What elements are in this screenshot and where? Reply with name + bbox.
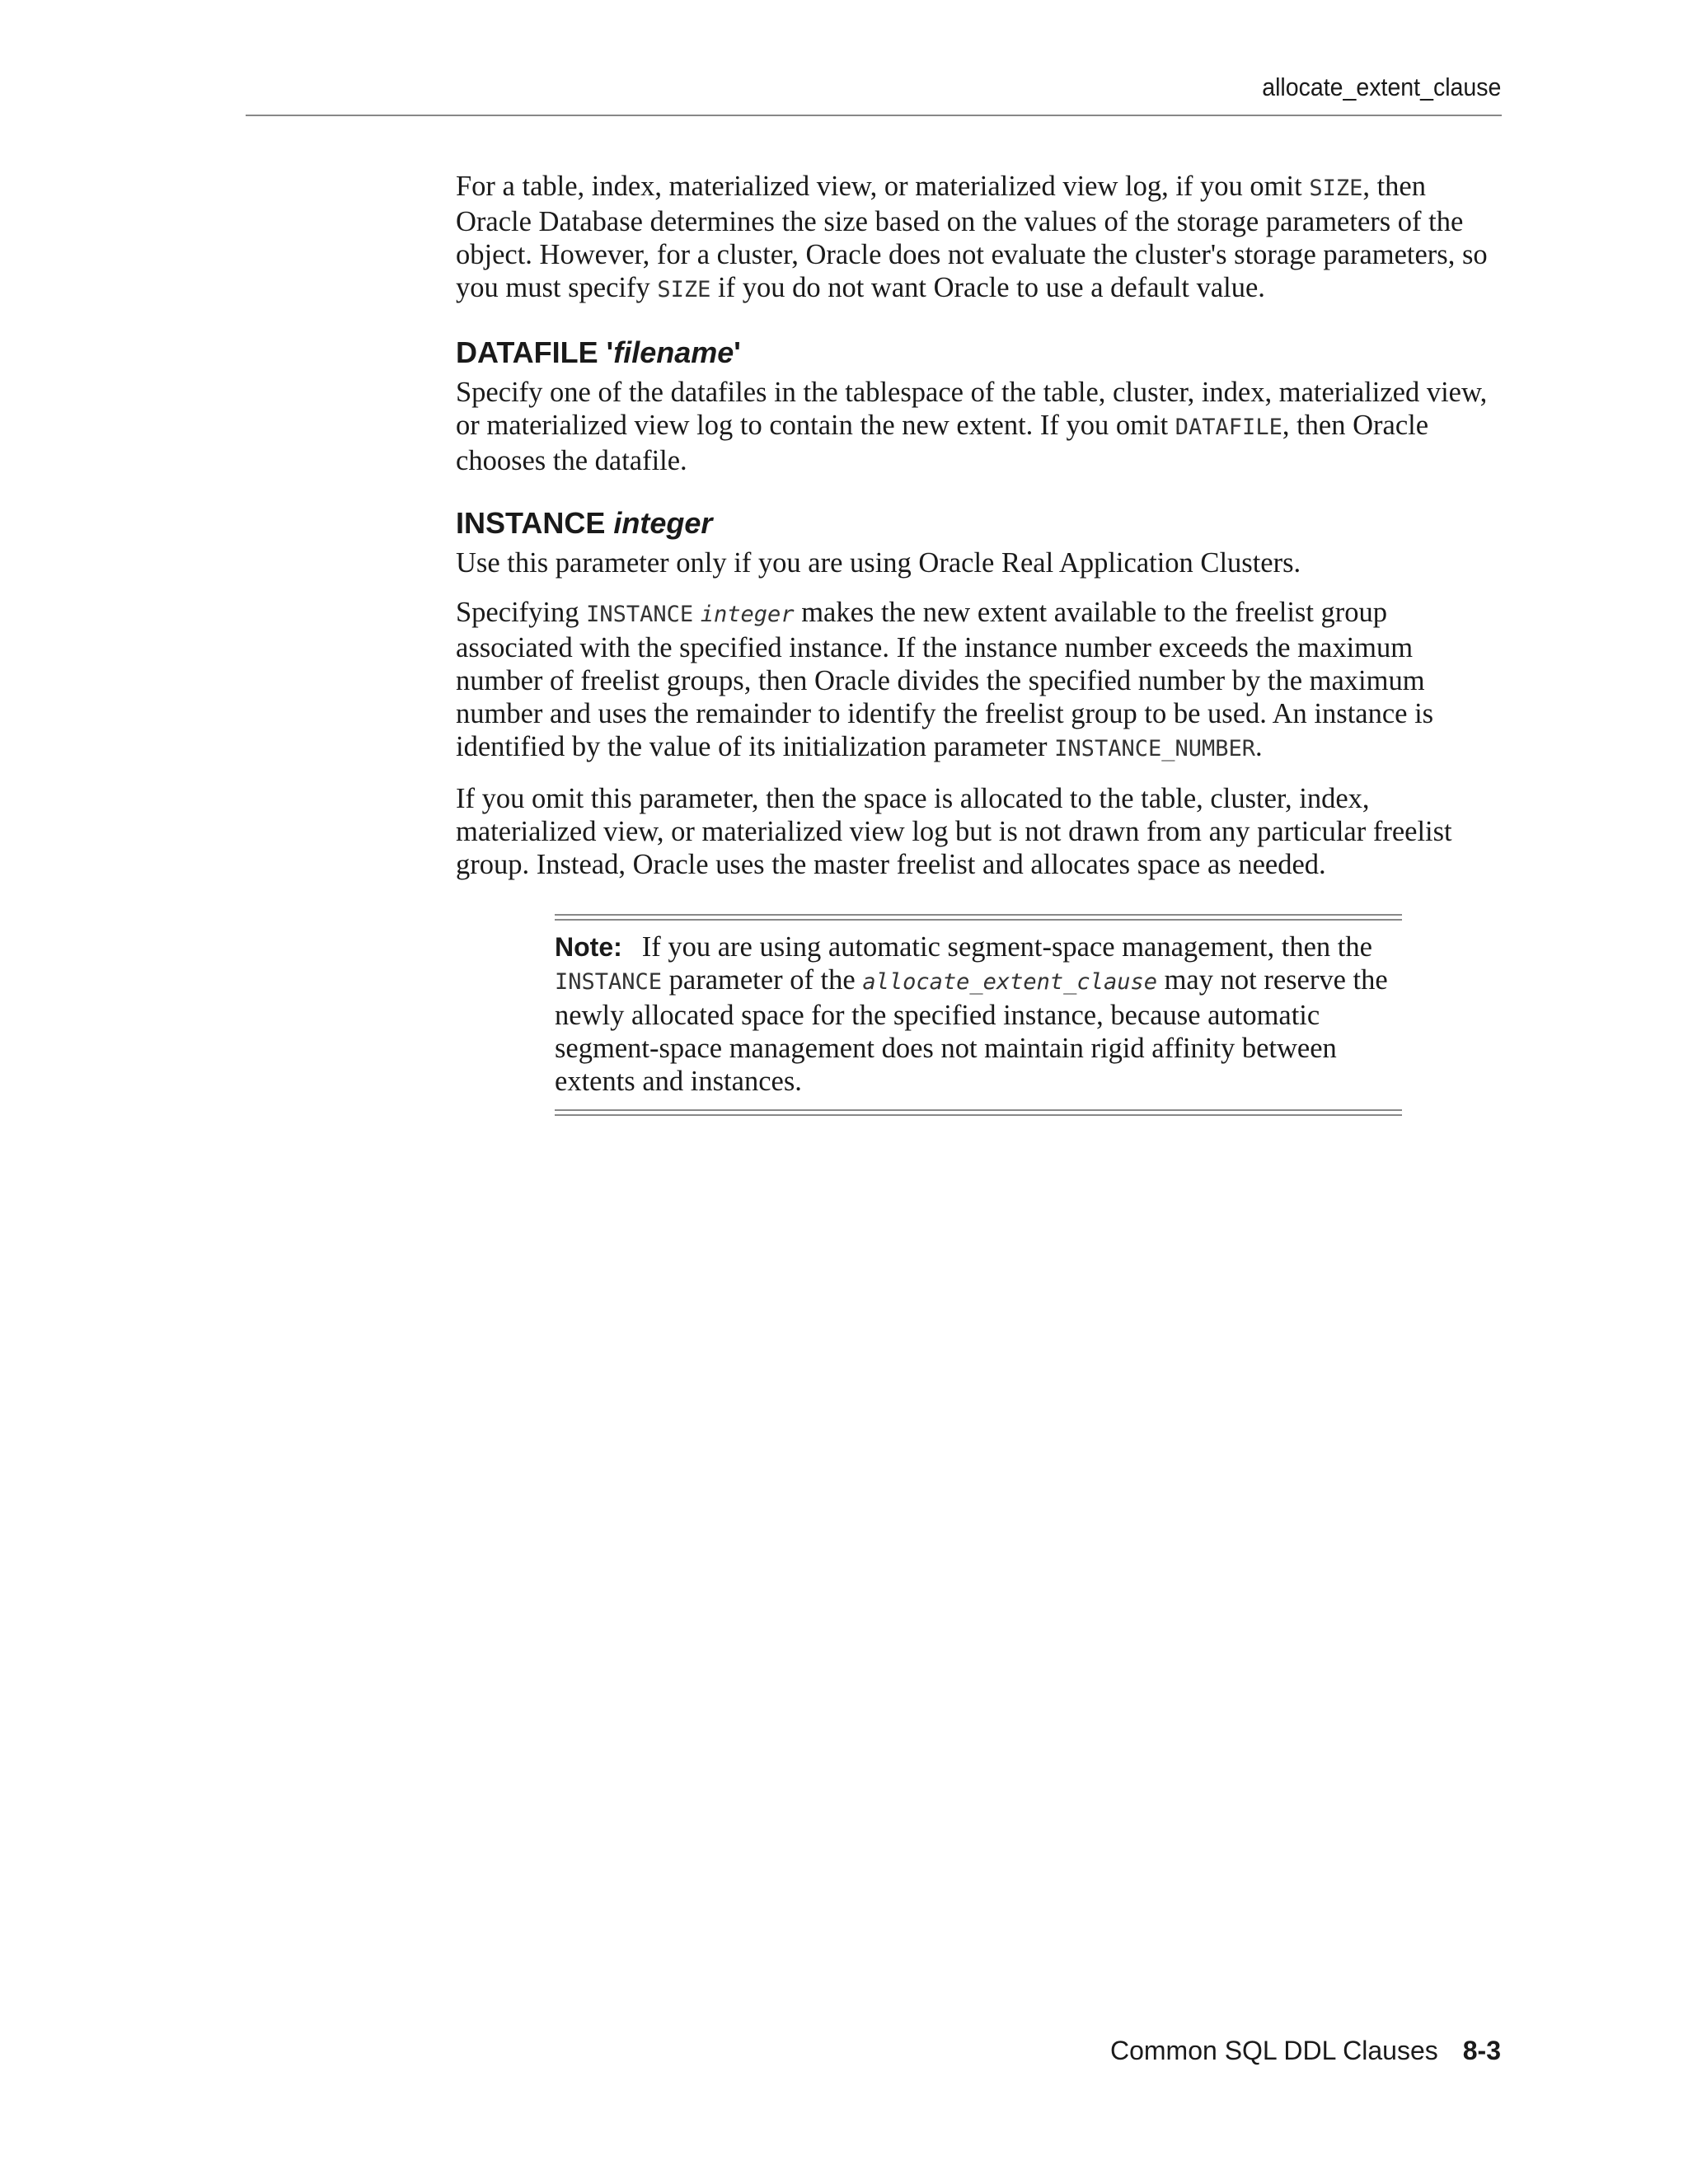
instance-heading — [456, 505, 1503, 541]
text: makes the new extent available to the freelist group associated with the specified instance. If the instance number exceeds the maximum number of freelist groups, then Oracle divides the specified number by the maximum number and uses the remainder to identify the freelist group to be used. An instance is identified by the value of its initialization parameter — [456, 597, 1434, 762]
text: may not reserve the newly allocated space for the specified instance, because automatic segment-space management does not maintain rigid affinity between extents and instances. — [555, 964, 1388, 1097]
text: if you do not want Oracle to use a default value. — [710, 272, 1265, 303]
text: , then Oracle Database determines the size based on the values of the storage parameters of the object. However, for a cluster, Oracle does not evaluate the cluster's storage parameters, so you must specify — [456, 171, 1488, 303]
code-instance: INSTANCE — [586, 602, 694, 627]
page-number: 8-3 — [1462, 2036, 1501, 2065]
instance-paragraph-3: If you omit this parameter, then the space is allocated to the table, cluster, index, materialized view, or materialized view log but is not drawn from any particular freelist group. Instead, Oracle uses the master freelist and allocates space as needed. — [456, 783, 1452, 880]
code-instance-number: INSTANCE_NUMBER — [1054, 736, 1256, 762]
text: For a table, index, materialized view, or materialized view log, if you omit — [456, 171, 1310, 202]
heading-param: integer — [613, 506, 713, 540]
code-allocate-extent-clause: allocate_extent_clause — [862, 969, 1157, 995]
heading-keyword: DATAFILE ' — [456, 335, 614, 369]
intro-paragraph — [456, 170, 1503, 307]
code-size: SIZE — [1309, 176, 1363, 201]
code-datafile: DATAFILE — [1175, 415, 1282, 440]
text: parameter of the — [662, 964, 863, 996]
note-label: Note: — [555, 932, 622, 962]
datafile-paragraph — [456, 376, 1503, 477]
text: , then Oracle chooses the datafile. — [456, 410, 1429, 476]
text: Specifying — [456, 597, 587, 628]
datafile-heading — [456, 335, 1503, 371]
heading-quote: ' — [734, 335, 741, 369]
code-integer: integer — [700, 602, 795, 627]
code-size: SIZE — [657, 277, 711, 302]
text: Specify one of the datafiles in the tablespace of the table, cluster, index, materialized view, or materialized view log to contain the new extent. If you omit — [456, 377, 1488, 441]
heading-param: filename — [613, 335, 734, 369]
heading-keyword: INSTANCE — [456, 506, 614, 540]
text: If you are using automatic segment-space management, then the — [641, 931, 1372, 963]
note-body — [555, 921, 1402, 1109]
text: . — [1255, 731, 1263, 762]
running-header: allocate_extent_clause — [1261, 73, 1501, 101]
code-instance: INSTANCE — [555, 969, 663, 995]
instance-paragraph-2 — [456, 596, 1503, 766]
note-top-rule — [555, 914, 1402, 921]
note-bottom-rule — [555, 1109, 1402, 1116]
page-footer — [1110, 2036, 1501, 2066]
note-box — [555, 914, 1402, 1116]
page-content — [456, 170, 1503, 1116]
instance-paragraph-1: Use this parameter only if you are using Oracle Real Application Clusters. — [456, 547, 1301, 579]
header-rule — [246, 115, 1502, 116]
footer-section-title: Common SQL DDL Clauses — [1109, 2036, 1438, 2065]
